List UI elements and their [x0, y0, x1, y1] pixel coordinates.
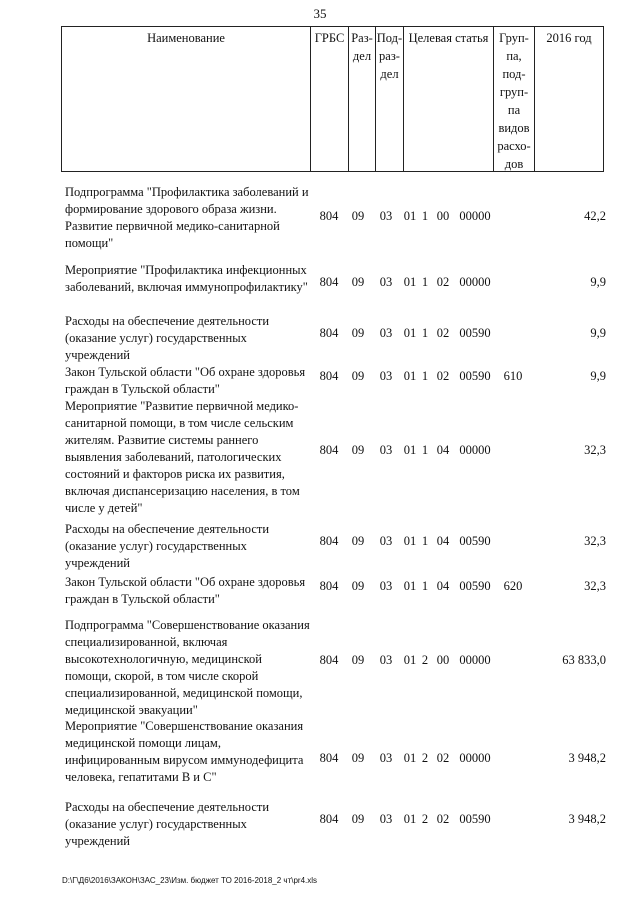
header-razdel: Раз- дел [349, 27, 376, 171]
row-grbs: 804 [319, 369, 339, 383]
row-amount: 63 833,0 [562, 653, 606, 667]
row-target-subprogram: 1 [421, 579, 429, 593]
row-podrazdel: 03 [379, 579, 393, 593]
row-target-program: 01 [403, 812, 417, 826]
row-target-program: 01 [403, 751, 417, 765]
row-group: 620 [503, 579, 523, 593]
row-target-event: 02 [436, 812, 450, 826]
row-razdel: 09 [351, 579, 365, 593]
row-target-event: 02 [436, 751, 450, 765]
row-target-direction: 00000 [459, 443, 491, 457]
row-target-event: 00 [436, 209, 450, 223]
row-name: Мероприятие "Совершенствование оказания медицинской помощи лицам, инфицированным вирусом иммунодефицита человека, гепатитами B и C" [65, 719, 304, 784]
row-amount: 32,3 [584, 579, 606, 593]
row-amount: 42,2 [584, 209, 606, 223]
row-razdel: 09 [351, 209, 365, 223]
row-amount: 9,9 [590, 369, 606, 383]
row-target-event: 00 [436, 653, 450, 667]
row-name: Мероприятие "Профилактика инфекционных заболеваний, включая иммунопрофилактику" [65, 263, 308, 294]
row-amount: 3 948,2 [568, 751, 606, 765]
row-target-direction: 00000 [459, 751, 491, 765]
row-razdel: 09 [351, 369, 365, 383]
row-amount: 32,3 [584, 443, 606, 457]
header-name: Наименование [62, 27, 311, 171]
row-podrazdel: 03 [379, 751, 393, 765]
footer-path: D:\Г\Д6\2016\ЗАКОН\ЗАС_23\Изм. бюджет ТО 2016-2018_2 чт\pr4.xls [62, 876, 318, 885]
row-target-program: 01 [403, 534, 417, 548]
row-grbs: 804 [319, 443, 339, 457]
row-target-direction: 00590 [459, 534, 491, 548]
row-amount: 9,9 [590, 275, 606, 289]
table-header [61, 26, 604, 172]
header-target: Целевая статья [404, 27, 494, 171]
row-target-program: 01 [403, 275, 417, 289]
row-target-event: 02 [436, 326, 450, 340]
row-razdel: 09 [351, 534, 365, 548]
header-group: Груп- па, под- груп- па видов расхо- дов [494, 27, 535, 171]
row-grbs: 804 [319, 275, 339, 289]
row-amount: 32,3 [584, 534, 606, 548]
row-target-direction: 00590 [459, 812, 491, 826]
row-grbs: 804 [319, 579, 339, 593]
row-target-program: 01 [403, 326, 417, 340]
row-target-direction: 00590 [459, 579, 491, 593]
row-podrazdel: 03 [379, 812, 393, 826]
row-podrazdel: 03 [379, 534, 393, 548]
row-podrazdel: 03 [379, 326, 393, 340]
header-podrazdel: Под- раз- дел [376, 27, 404, 171]
row-target-direction: 00000 [459, 209, 491, 223]
row-grbs: 804 [319, 653, 339, 667]
row-name: Подпрограмма "Совершенствование оказания специализированной, включая высокотехнологичную, медицинской помощи, скорой, в том числе скорой специализированной, медицинской помощи, медицинской эвакуации" [65, 618, 310, 717]
row-target-program: 01 [403, 209, 417, 223]
row-name: Расходы на обеспечение деятельности (оказание услуг) государственных учреждений [65, 522, 270, 570]
row-name: Закон Тульской области "Об охране здоровья граждан в Тульской области" [65, 575, 306, 606]
row-target-subprogram: 1 [421, 369, 429, 383]
row-target-subprogram: 1 [421, 443, 429, 457]
row-podrazdel: 03 [379, 443, 393, 457]
row-grbs: 804 [319, 812, 339, 826]
row-target-event: 02 [436, 369, 450, 383]
header-year: 2016 год [546, 31, 592, 45]
row-razdel: 09 [351, 812, 365, 826]
row-target-event: 04 [436, 443, 450, 457]
row-target-program: 01 [403, 653, 417, 667]
row-name: Подпрограмма "Профилактика заболеваний и формирование здорового образа жизни. Развитие первичной медико-санитарной помощи" [65, 185, 309, 250]
row-amount: 9,9 [590, 326, 606, 340]
row-amount: 3 948,2 [568, 812, 606, 826]
row-target-subprogram: 2 [421, 751, 429, 765]
row-podrazdel: 03 [379, 209, 393, 223]
row-target-subprogram: 2 [421, 812, 429, 826]
row-podrazdel: 03 [379, 275, 393, 289]
row-name: Расходы на обеспечение деятельности (оказание услуг) государственных учреждений [65, 314, 270, 362]
row-grbs: 804 [319, 751, 339, 765]
row-razdel: 09 [351, 326, 365, 340]
row-group: 610 [503, 369, 523, 383]
row-podrazdel: 03 [379, 369, 393, 383]
row-target-event: 02 [436, 275, 450, 289]
row-grbs: 804 [319, 534, 339, 548]
row-target-direction: 00000 [459, 275, 491, 289]
row-razdel: 09 [351, 653, 365, 667]
row-razdel: 09 [351, 443, 365, 457]
row-target-event: 04 [436, 579, 450, 593]
row-razdel: 09 [351, 275, 365, 289]
row-target-subprogram: 1 [421, 275, 429, 289]
page-number: 35 [313, 6, 327, 21]
row-target-subprogram: 1 [421, 326, 429, 340]
row-grbs: 804 [319, 209, 339, 223]
row-podrazdel: 03 [379, 653, 393, 667]
row-target-event: 04 [436, 534, 450, 548]
row-razdel: 09 [351, 751, 365, 765]
row-target-subprogram: 2 [421, 653, 429, 667]
row-target-direction: 00590 [459, 369, 491, 383]
row-name: Мероприятие "Развитие первичной медико-санитарной помощи, в том числе сельским жителям. Развитие системы раннего выявления заболеваний, патологических состояний и факторов риска их развития, включая диспансеризацию населения, в том числе у детей" [65, 399, 300, 515]
row-name: Закон Тульской области "Об охране здоровья граждан в Тульской области" [65, 365, 306, 396]
row-target-program: 01 [403, 443, 417, 457]
row-target-subprogram: 1 [421, 534, 429, 548]
row-target-direction: 00590 [459, 326, 491, 340]
row-target-direction: 00000 [459, 653, 491, 667]
row-name: Расходы на обеспечение деятельности (оказание услуг) государственных учреждений [65, 800, 270, 848]
row-target-program: 01 [403, 579, 417, 593]
header-grbs: ГРБС [311, 27, 349, 171]
row-target-subprogram: 1 [421, 209, 429, 223]
row-target-program: 01 [403, 369, 417, 383]
row-grbs: 804 [319, 326, 339, 340]
